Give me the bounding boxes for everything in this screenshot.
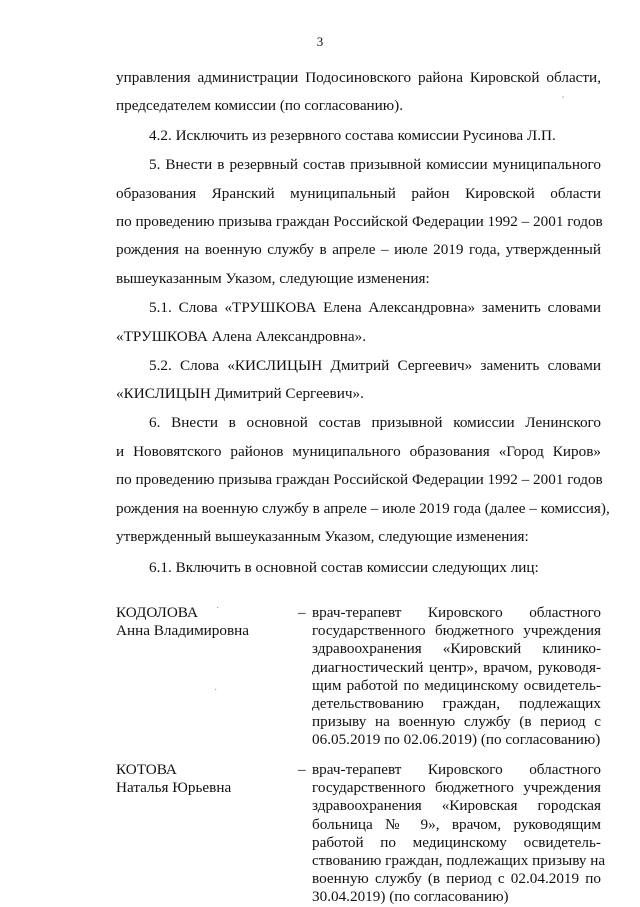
paragraph-line: по проведению призыва граждан Российской Федерации 1992 – 2001 годов <box>116 471 603 488</box>
description-line: больница № 9», врачом, руководящим <box>312 815 601 833</box>
member-given-name: Анна Владимировна <box>116 622 250 639</box>
member-surname: КОДОЛОВА <box>116 604 198 621</box>
paragraph-line: образования Яранский муниципальный район Кировской области <box>116 185 601 202</box>
page-number: 3 <box>316 34 324 49</box>
member-dash: – <box>298 604 306 621</box>
description-line: детельствованию граждан, подлежащих <box>312 694 601 712</box>
member-surname: КОТОВА <box>116 761 177 778</box>
paragraph-line: 6.1. Включить в основной состав комиссии следующих лиц: <box>149 559 539 576</box>
paragraph-line: рождения на военную службу в апреле – июле 2019 года, утвержденный <box>116 241 601 258</box>
scan-speck: · <box>216 603 220 614</box>
description-line: диагностический центр», врачом, руководя- <box>312 658 601 676</box>
paragraph-line: вышеуказанным Указом, следующие изменения: <box>116 270 430 287</box>
description-line: 30.04.2019) (по согласованию) <box>312 888 509 906</box>
paragraph-line: и Нововятского районов муниципального образования «Город Киров» <box>116 443 601 460</box>
scan-speck: · <box>214 685 218 696</box>
description-line: здравоохранения «Кировская городская <box>312 797 601 815</box>
paragraph-line: 5.1. Слова «ТРУШКОВА Елена Александровна» заменить словами <box>149 299 601 316</box>
paragraph-line: по проведению призыва граждан Российской Федерации 1992 – 2001 годов <box>116 213 603 230</box>
paragraph-line: 4.2. Исключить из резервного состава комиссии Русинова Л.П. <box>149 127 556 144</box>
description-line: государственного бюджетного учреждения <box>312 779 601 797</box>
description-line: врач-терапевт Кировского областного <box>312 761 601 778</box>
member-dash: – <box>298 761 306 778</box>
description-line: работой по медицинскому освидетель- <box>312 833 601 851</box>
member-name <box>116 761 316 797</box>
description-line: здравоохранения «Кировский клинико- <box>312 640 601 658</box>
paragraph-line: управления администрации Подосиновского района Кировской области, <box>116 69 601 86</box>
description-line: врач-терапевт Кировского областного <box>312 604 601 621</box>
paragraph-line: председателем комиссии (по согласованию). <box>116 97 404 114</box>
paragraph-line: «ТРУШКОВА Алена Александровна». <box>116 328 367 345</box>
paragraph-line: рождения на военную службу в апреле – июле 2019 года (далее – комиссия), <box>116 500 610 517</box>
paragraph-line: 6. Внести в основной состав призывной комиссии Ленинского <box>149 414 601 431</box>
scan-speck: ′ <box>562 95 565 106</box>
description-line: военную службу (в период с 02.04.2019 по <box>312 870 601 888</box>
paragraph-line: утвержденный вышеуказанным Указом, следующие изменения: <box>116 528 529 545</box>
description-line: 06.05.2019 по 02.06.2019) (по согласованию) <box>312 731 601 749</box>
description-line: призыву на военную службу (в период с <box>312 713 601 731</box>
paragraph-line: 5. Внести в резервный состав призывной комиссии муниципального <box>149 156 601 173</box>
member-given-name: Наталья Юрьевна <box>116 779 232 796</box>
member-description <box>312 604 601 750</box>
description-line: государственного бюджетного учреждения <box>312 622 601 640</box>
member-description <box>312 761 606 907</box>
description-line: щим работой по медицинскому освидетель- <box>312 676 601 694</box>
paragraph-line: 5.2. Слова «КИСЛИЦЫН Дмитрий Сергеевич» заменить словами <box>149 357 601 374</box>
description-line: ствованию граждан, подлежащих призыву на <box>312 851 606 869</box>
paragraph-line: «КИСЛИЦЫН Димитрий Сергеевич». <box>116 385 364 402</box>
